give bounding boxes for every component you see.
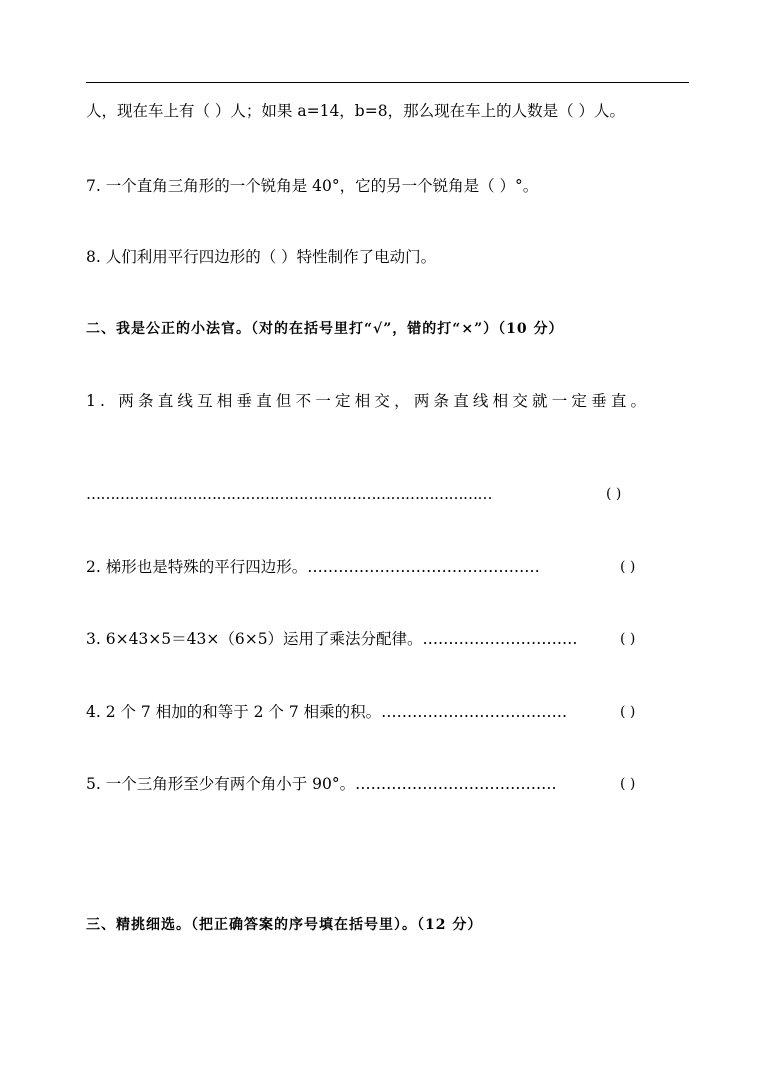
judge-item-2-text: 2. 梯形也是特殊的平行四边形。……………………………………… bbox=[86, 558, 540, 576]
section-2-heading: 二、我是公正的小法官。（对的在括号里打“√”，错的打“×”）（10 分） bbox=[86, 321, 564, 337]
question-8: 8. 人们利用平行四边形的（ ）特性制作了电动门。 bbox=[86, 248, 437, 266]
judge-item-3-text: 3. 6×43×5＝43×（6×5）运用了乘法分配律。………………………… bbox=[86, 630, 578, 648]
judge-item-2-answer-paren: ( ) bbox=[620, 559, 636, 575]
judge-item-5-text: 5. 一个三角形至少有两个角小于 90°。………………………………… bbox=[86, 775, 557, 793]
question-6-continuation: 人，现在车上有（ ）人；如果 a=14，b=8，那么现在车上的人数是（ ）人。 bbox=[86, 102, 626, 120]
judge-item-3-answer-paren: ( ) bbox=[620, 631, 636, 647]
judge-item-5-answer-paren: ( ) bbox=[620, 776, 636, 792]
section-3-heading: 三、精挑细选。（把正确答案的序号填在括号里）。（12 分） bbox=[86, 917, 483, 933]
judge-item-4-answer-paren: ( ) bbox=[620, 704, 636, 720]
judge-item-1-answer-paren: ( ) bbox=[606, 486, 622, 502]
header-rule bbox=[86, 82, 689, 83]
judge-item-1-leader: ………………………………………………………………………… bbox=[86, 485, 492, 503]
question-7: 7. 一个直角三角形的一个锐角是 40°，它的另一个锐角是（ ）°。 bbox=[86, 177, 539, 195]
judge-item-1-text: 1. 两条直线互相垂直但不一定相交，两条直线相交就一定垂直。 bbox=[86, 392, 651, 410]
judge-item-4-text: 4. 2 个 7 相加的和等于 2 个 7 相乘的积。……………………………… bbox=[86, 703, 568, 721]
